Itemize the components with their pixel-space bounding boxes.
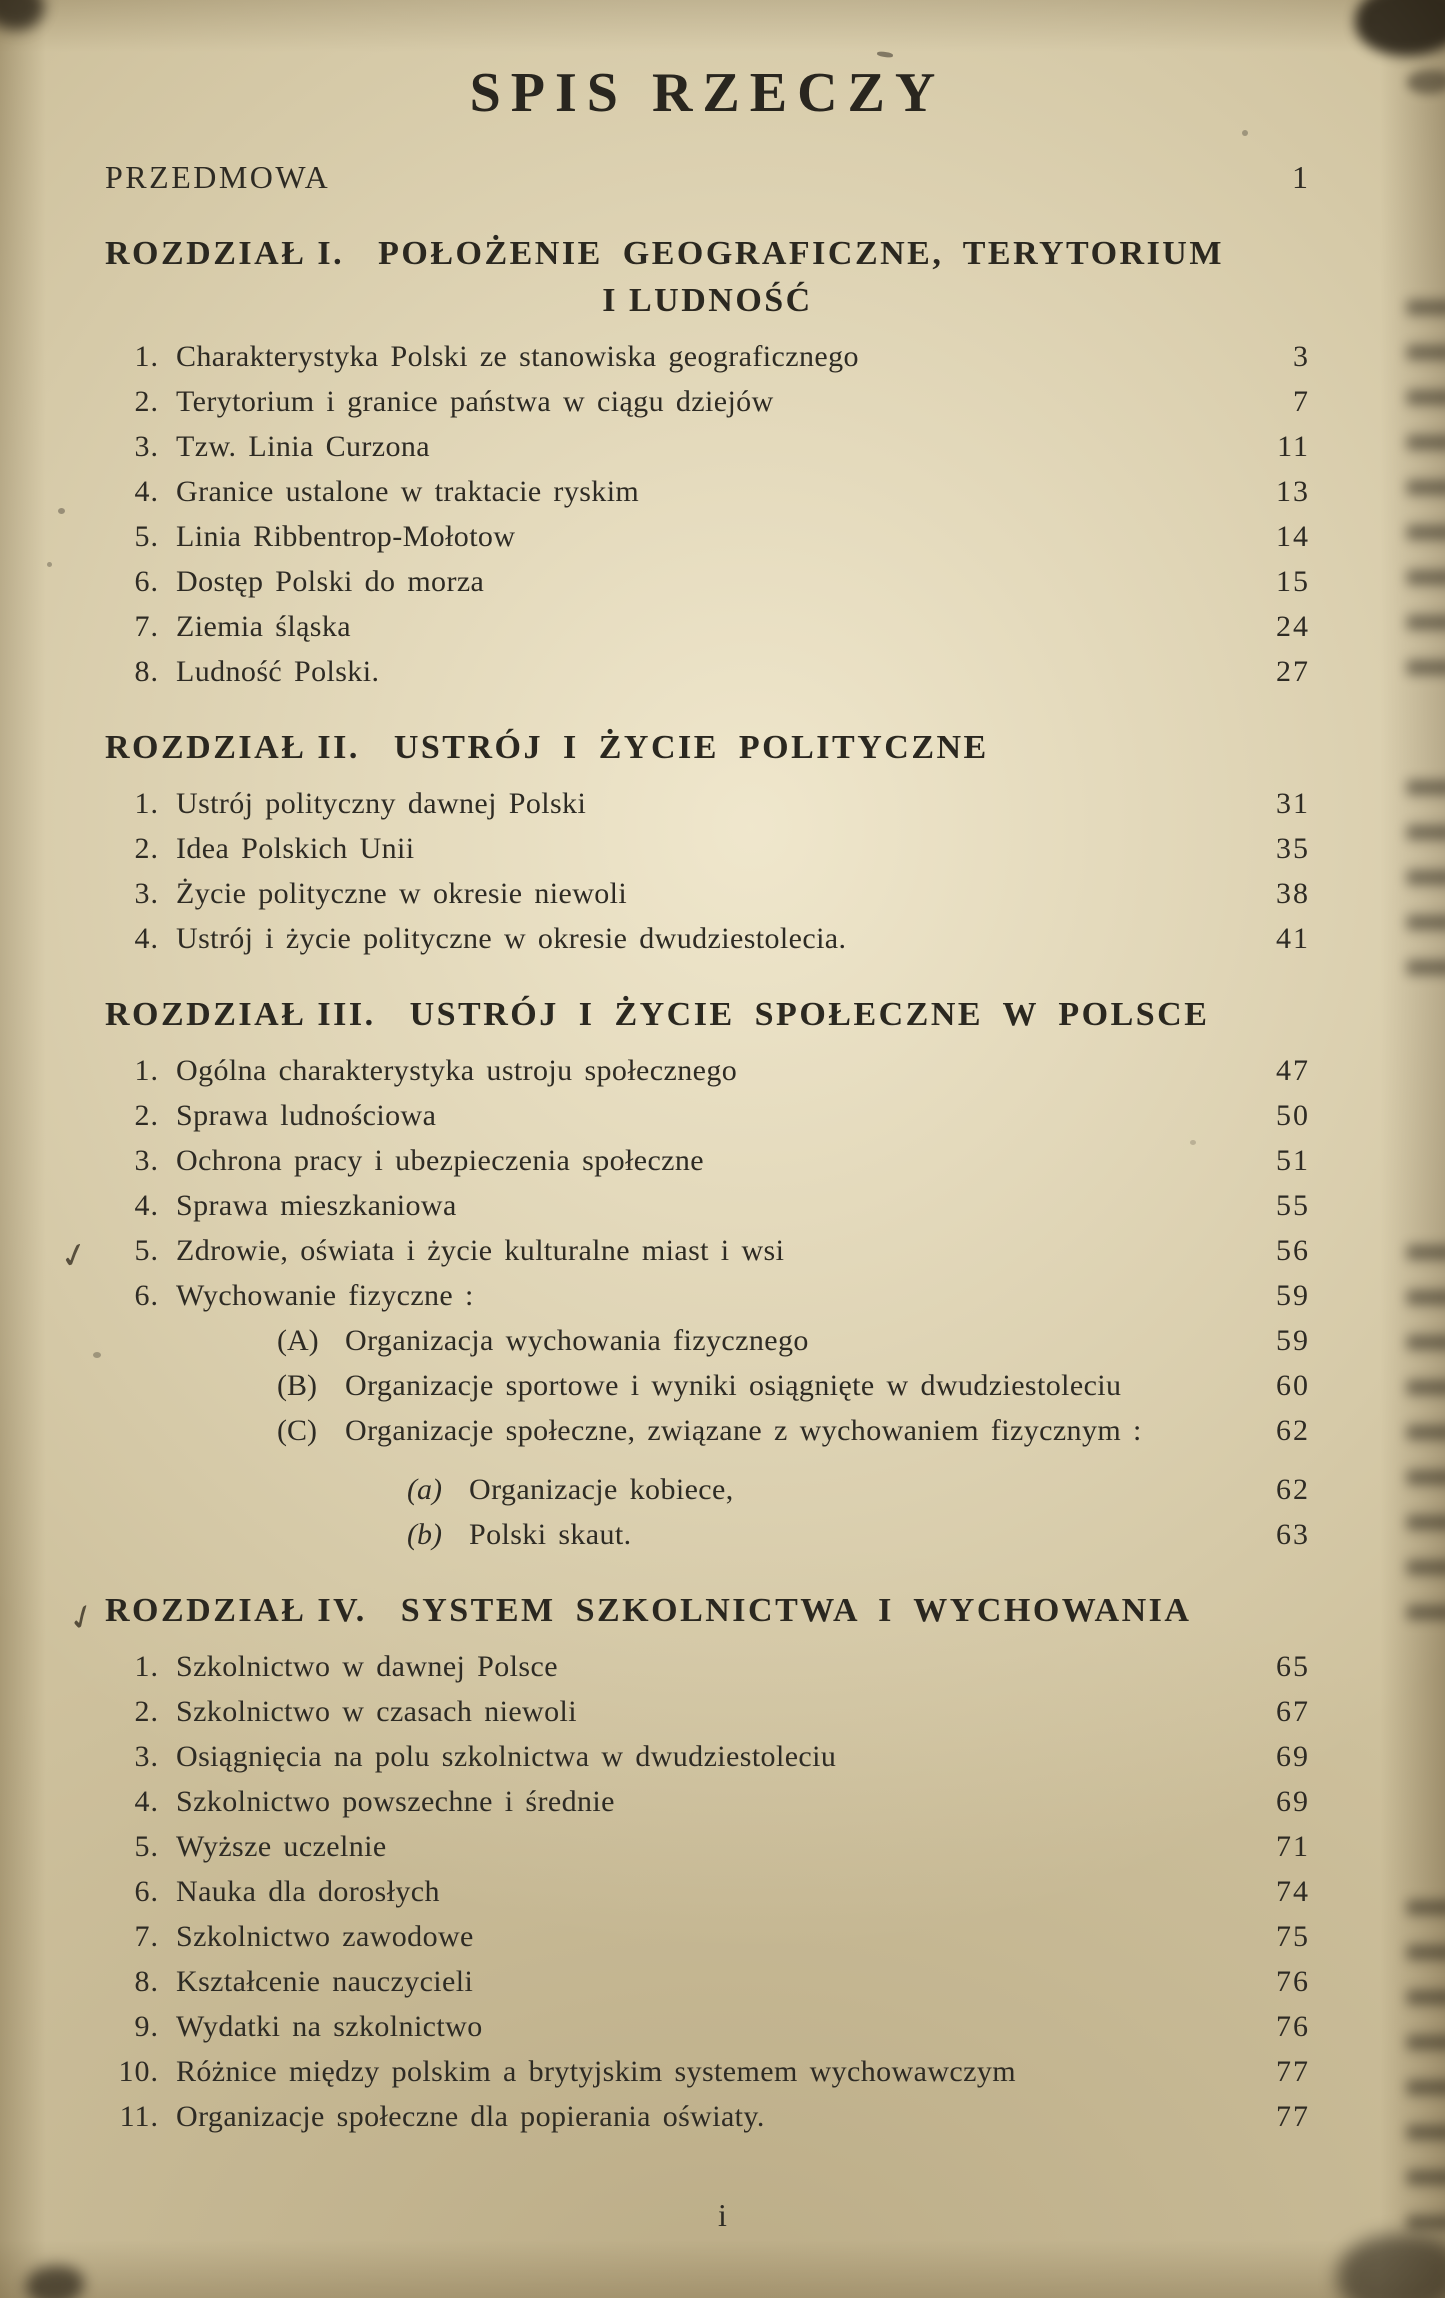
chapter-title: POŁOŻENIE GEOGRAFICZNE, TERYTORIUM <box>378 235 1224 272</box>
chapter-number: ROZDZIAŁ III. <box>105 996 376 1033</box>
toc-item-number: 6. <box>134 1279 159 1312</box>
toc-item-number: 7. <box>134 1920 159 1953</box>
chapter-title: USTRÓJ I ŻYCIE POLITYCZNE <box>393 729 989 766</box>
toc-item-label: Sprawa ludnościowa <box>176 1099 437 1132</box>
toc-item-page-number: 50 <box>1276 1099 1310 1132</box>
toc-item <box>105 2094 1310 2139</box>
toc-item-page-number: 65 <box>1276 1650 1310 1683</box>
toc-item-page-number: 31 <box>1276 787 1310 820</box>
toc-item-number: 2. <box>134 385 159 418</box>
toc-item-number: 1. <box>134 340 159 373</box>
preface-row <box>105 155 1310 200</box>
toc-item <box>105 514 1310 559</box>
scan-blob-bottom-left <box>26 2266 84 2298</box>
toc-item-number: 2. <box>134 1099 159 1132</box>
chapter-number: ROZDZIAŁ IV. <box>105 1592 367 1629</box>
toc-item-page-number: 69 <box>1276 1785 1310 1818</box>
toc-item-number: 8. <box>134 655 159 688</box>
toc-item-number: 11. <box>119 2100 159 2133</box>
toc-item-label: Idea Polskich Unii <box>176 832 415 865</box>
toc-item-label: Ustrój i życie polityczne w okresie dwudziestolecia. <box>176 922 847 955</box>
toc-item-number: 5. <box>134 520 159 553</box>
toc-item-label: Granice ustalone w traktacie ryskim <box>176 475 640 508</box>
chapter-heading <box>105 230 1310 277</box>
toc-item-label: Życie polityczne w okresie niewoli <box>176 877 628 910</box>
toc-item-page-number: 51 <box>1276 1144 1310 1177</box>
chapter-title: USTRÓJ I ŻYCIE SPOŁECZNE W POLSCE <box>409 996 1210 1033</box>
toc-item-page-number: 24 <box>1276 610 1310 643</box>
toc-item-number: 9. <box>134 2010 159 2043</box>
toc-item <box>105 781 1310 826</box>
toc-item-number: (B) <box>277 1369 317 1402</box>
toc-item <box>105 1869 1310 1914</box>
chapter-number: ROZDZIAŁ I. <box>105 235 345 272</box>
toc-item-label: Charakterystyka Polski ze stanowiska geograficznego <box>176 340 859 373</box>
toc-item-label: Organizacje sportowe i wyniki osiągnięte w dwudziestoleciu <box>345 1369 1122 1402</box>
toc-item-number: 8. <box>134 1965 159 1998</box>
toc-item-label: Organizacja wychowania fizycznego <box>345 1324 809 1357</box>
toc-item-label: Organizacje społeczne dla popierania oświaty. <box>176 2100 765 2133</box>
toc-item <box>105 1228 1310 1273</box>
toc-item-number: 1. <box>134 787 159 820</box>
toc-item-label: Organizacje społeczne, związane z wychowaniem fizycznym : <box>345 1414 1142 1447</box>
chapter-heading <box>105 724 1310 771</box>
toc-item-number: 5. <box>134 1830 159 1863</box>
toc-item-number: (C) <box>277 1414 317 1447</box>
toc-item-page-number: 67 <box>1276 1695 1310 1728</box>
toc-item <box>105 826 1310 871</box>
toc-item <box>105 334 1310 379</box>
toc-item <box>105 649 1310 694</box>
toc-item <box>105 1824 1310 1869</box>
toc-item-label: Linia Ribbentrop-Mołotow <box>176 520 516 553</box>
toc-item-label: Szkolnictwo w czasach niewoli <box>176 1695 577 1728</box>
chapter-heading <box>105 991 1310 1038</box>
toc-item-label: Kształcenie nauczycieli <box>176 1965 474 1998</box>
page-title: SPIS RZECZY <box>469 62 946 124</box>
toc-item-number: 5. <box>134 1234 159 1267</box>
toc-item-number: 1. <box>134 1054 159 1087</box>
toc-item-number: 4. <box>134 1785 159 1818</box>
toc-item <box>105 1644 1310 1689</box>
toc-item-page-number: 59 <box>1276 1324 1310 1357</box>
chapter-number: ROZDZIAŁ II. <box>105 729 360 766</box>
chapter-heading <box>105 1587 1310 1634</box>
toc-item-page-number: 62 <box>1276 1473 1310 1506</box>
toc-item-number: 6. <box>134 565 159 598</box>
toc-content <box>105 62 1310 2139</box>
toc-item <box>105 1138 1310 1183</box>
toc-item-number: 4. <box>134 922 159 955</box>
toc-item-label: Polski skaut. <box>469 1518 632 1551</box>
toc-item-number: 4. <box>134 475 159 508</box>
toc-item-label: Szkolnictwo w dawnej Polsce <box>176 1650 558 1683</box>
chapter-title-line2: I LUDNOŚĆ <box>602 282 813 319</box>
toc-item-page-number: 77 <box>1276 2100 1310 2133</box>
toc-item <box>105 1959 1310 2004</box>
toc-item <box>105 916 1310 961</box>
toc-item-number: 3. <box>134 1144 159 1177</box>
toc-item-page-number: 71 <box>1276 1830 1310 1863</box>
toc-item <box>105 1183 1310 1228</box>
toc-item-number: 10. <box>118 2055 159 2088</box>
toc-item-label: Szkolnictwo powszechne i średnie <box>176 1785 615 1818</box>
toc-item-page-number: 63 <box>1276 1518 1310 1551</box>
toc-item <box>105 1689 1310 1734</box>
toc-item-label: Ochrona pracy i ubezpieczenia społeczne <box>176 1144 704 1177</box>
toc-item-number: 3. <box>134 430 159 463</box>
scan-speck <box>58 508 65 514</box>
toc-item-label: Wydatki na szkolnictwo <box>176 2010 483 2043</box>
toc-item-page-number: 7 <box>1293 385 1310 418</box>
toc-item-page-number: 35 <box>1276 832 1310 865</box>
toc-item-label: Ludność Polski. <box>176 655 380 688</box>
toc-item-page-number: 75 <box>1276 1920 1310 1953</box>
toc-item-number: 4. <box>134 1189 159 1222</box>
toc-item <box>105 559 1310 604</box>
toc-item-number: 3. <box>134 1740 159 1773</box>
toc-item-page-number: 41 <box>1276 922 1310 955</box>
toc-item <box>105 1093 1310 1138</box>
toc-item-label: Zdrowie, oświata i życie kulturalne miast i wsi <box>176 1234 785 1267</box>
toc-item <box>105 2004 1310 2049</box>
toc-item-page-number: 59 <box>1276 1279 1310 1312</box>
preface-page-number: 1 <box>1292 159 1310 195</box>
pencil-check-mark: ✓ <box>55 1233 93 1279</box>
scan-blob-top-right-small <box>1407 70 1445 94</box>
toc-item-page-number: 27 <box>1276 655 1310 688</box>
toc-item-label: Nauka dla dorosłych <box>176 1875 440 1908</box>
scan-blob-top-left <box>0 0 51 40</box>
toc-item-label: Ogólna charakterystyka ustroju społecznego <box>176 1054 738 1087</box>
folio-page-number: i <box>718 2197 727 2233</box>
toc-item-label: Tzw. Linia Curzona <box>176 430 430 463</box>
page-showthrough-right-edge <box>1407 780 1445 975</box>
toc-item-label: Osiągnięcia na polu szkolnictwa w dwudziestoleciu <box>176 1740 837 1773</box>
toc-item-page-number: 77 <box>1276 2055 1310 2088</box>
scan-blob-top-right <box>1355 0 1445 56</box>
toc-item-number: 2. <box>134 832 159 865</box>
toc-item-label: Terytorium i granice państwa w ciągu dziejów <box>176 385 774 418</box>
toc-item-page-number: 69 <box>1276 1740 1310 1773</box>
toc-item <box>277 1318 1310 1363</box>
toc-item-label: Różnice między polskim a brytyjskim systemem wychowawczym <box>176 2055 1016 2088</box>
toc-item-page-number: 76 <box>1276 1965 1310 1998</box>
page-showthrough-right-edge <box>1407 300 1445 700</box>
toc-item-number: (b) <box>407 1518 442 1551</box>
toc-item-label: Sprawa mieszkaniowa <box>176 1189 457 1222</box>
toc-item-page-number: 74 <box>1276 1875 1310 1908</box>
toc-item-page-number: 56 <box>1276 1234 1310 1267</box>
toc-item-label: Szkolnictwo zawodowe <box>176 1920 474 1953</box>
toc-item <box>105 379 1310 424</box>
scan-speck <box>93 1352 101 1358</box>
toc-item-number: 3. <box>134 877 159 910</box>
scan-speck <box>47 562 52 567</box>
chapter-title: SYSTEM SZKOLNICTWA I WYCHOWANIA <box>400 1592 1192 1629</box>
toc-item <box>105 1048 1310 1093</box>
toc-item-page-number: 14 <box>1276 520 1310 553</box>
toc-item <box>105 1273 1310 1318</box>
toc-item <box>407 1467 1310 1512</box>
toc-item-number: 1. <box>134 1650 159 1683</box>
toc <box>105 155 1310 2139</box>
toc-item-number: (a) <box>407 1473 442 1506</box>
toc-item <box>105 604 1310 649</box>
preface-label: PRZEDMOWA <box>105 159 331 195</box>
toc-item-page-number: 3 <box>1293 340 1310 373</box>
toc-item-page-number: 47 <box>1276 1054 1310 1087</box>
toc-item-label: Ziemia śląska <box>176 610 351 643</box>
toc-item-number: 2. <box>134 1695 159 1728</box>
toc-item-label: Wyższe uczelnie <box>176 1830 387 1863</box>
toc-item-page-number: 76 <box>1276 2010 1310 2043</box>
toc-item <box>105 1779 1310 1824</box>
toc-item <box>105 424 1310 469</box>
scan-blob-bottom-right <box>1337 2234 1445 2298</box>
toc-item <box>105 1734 1310 1779</box>
toc-item-label: Dostęp Polski do morza <box>176 565 485 598</box>
toc-item <box>407 1512 1310 1557</box>
pencil-check-mark: ✓ <box>61 1594 103 1642</box>
toc-item-page-number: 15 <box>1276 565 1310 598</box>
toc-item <box>277 1363 1310 1408</box>
toc-item-page-number: 60 <box>1276 1369 1310 1402</box>
toc-item-page-number: 55 <box>1276 1189 1310 1222</box>
toc-item-page-number: 38 <box>1276 877 1310 910</box>
toc-item-number: (A) <box>277 1324 319 1357</box>
toc-item-number: 7. <box>134 610 159 643</box>
toc-item-page-number: 62 <box>1276 1414 1310 1447</box>
toc-item <box>105 871 1310 916</box>
toc-item-page-number: 11 <box>1277 430 1310 463</box>
toc-item-label: Wychowanie fizyczne : <box>176 1279 474 1312</box>
toc-item <box>105 2049 1310 2094</box>
page-showthrough-right-edge <box>1407 1245 1445 1645</box>
toc-item <box>105 469 1310 514</box>
scan-speck <box>877 51 894 58</box>
toc-item-number: 6. <box>134 1875 159 1908</box>
toc-item-label: Organizacje kobiece, <box>469 1473 734 1506</box>
toc-item <box>105 1914 1310 1959</box>
toc-item <box>277 1408 1310 1453</box>
toc-item-label: Ustrój polityczny dawnej Polski <box>176 787 587 820</box>
toc-item-page-number: 13 <box>1276 475 1310 508</box>
